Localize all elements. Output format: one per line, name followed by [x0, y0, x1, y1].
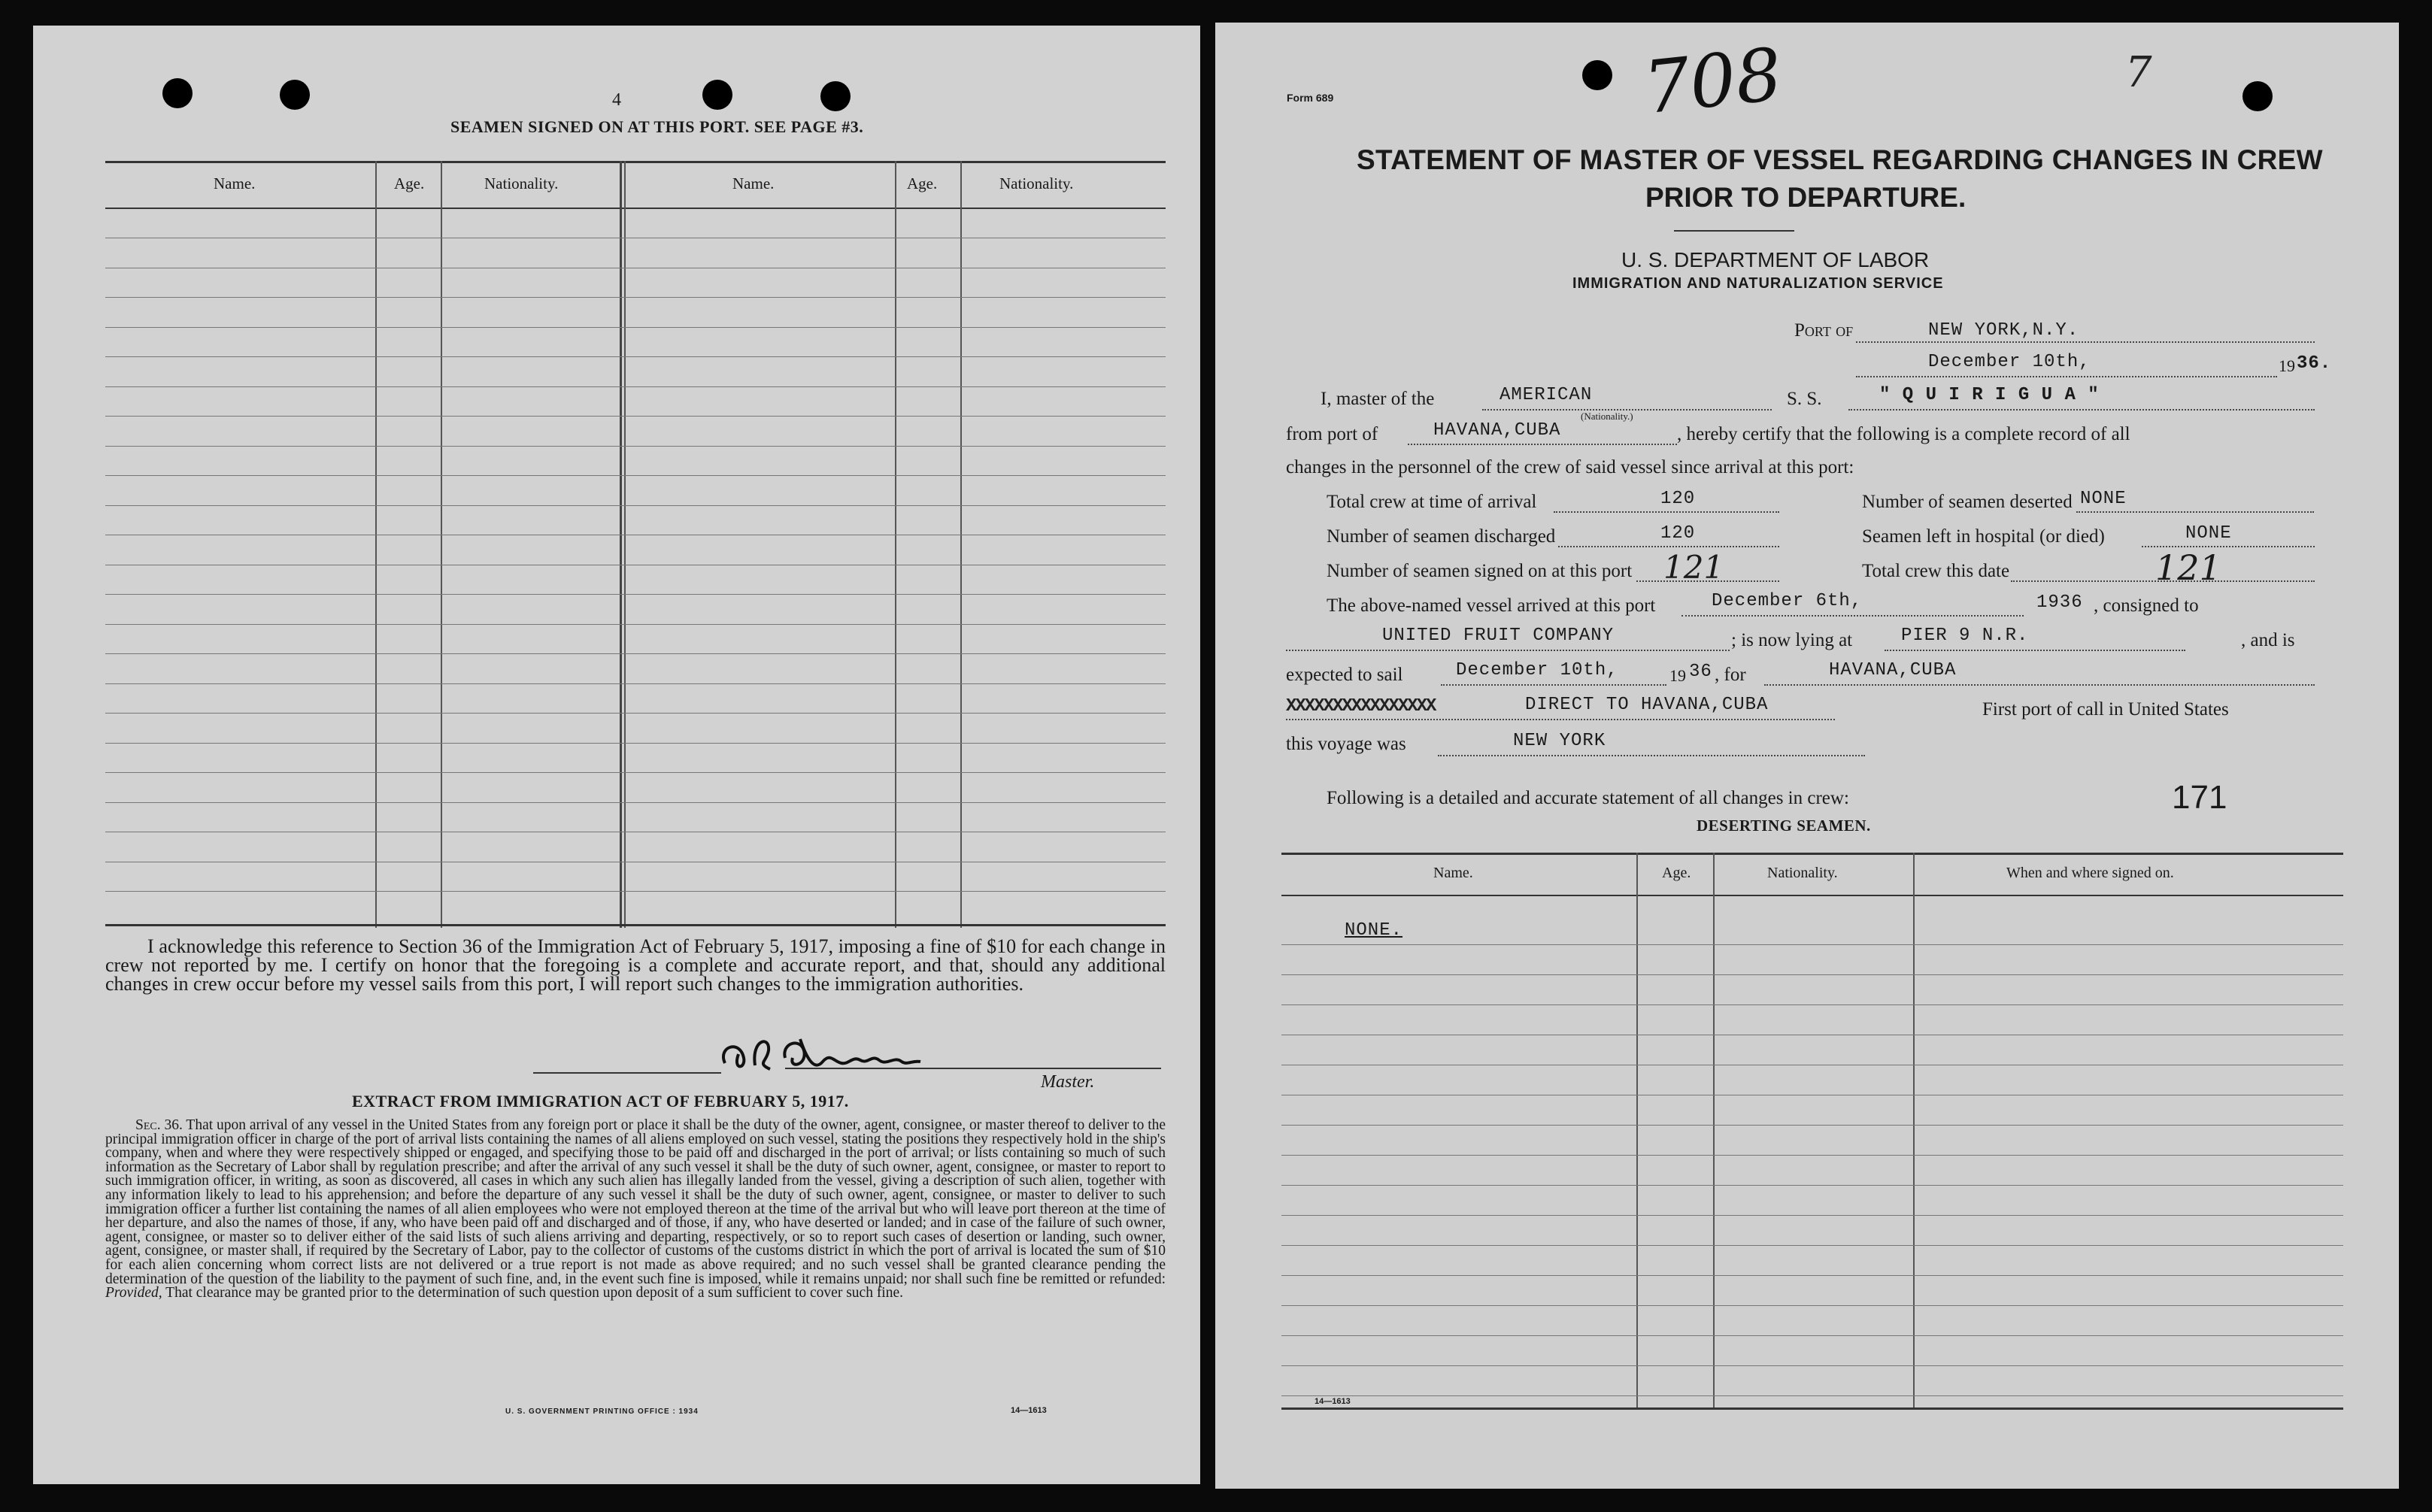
- port-value: NEW YORK,N.Y.: [1928, 320, 2079, 341]
- table-row-rule: [1281, 1185, 2343, 1186]
- col-header-nationality: Nationality.: [999, 174, 1074, 192]
- section-body: That upon arrival of any vessel in the United States from any foreign port or place it shall be the duty of the owner, agent, consignee, or master thereof to deliver to the principal immigration officer in charge of the port of arrival lists containing the names of all aliens employed on such vessel, stating the positions they respectively hold in the ship's company, when and where they were respectively shipped or engaged, and specifying those to be paid off and discharged in the port of arrival; or lists containing so much of such information as the Secretary of Labor shall by regulation prescribe; and after the arrival of any such vessel it shall be the duty of such owner, agent, consignee, or master to report to such immigration officer, in writing, as soon as discovered, all cases in which any such alien has illegally landed from the vessel, giving a description of such alien, together with any information likely to lead to his apprehension; and before the departure of any such vessel it shall be the duty of such owner, agent, consignee, or master to deliver to such immigration officer a further list containing the names of all alien employees who were not employed thereon at the time of the arrival but who will leave port thereon at the time of her departure, and also the names of those, if any, who have been paid off and discharged and of those, if any, who have deserted or landed; and in case of the failure of such owner, agent, consignee, or master so to deliver either of the said lists of such aliens arriving and departing, respectively, or so to report such cases of desertion or landing, such owner, agent, consignee, or master shall, if required by the Secretary of Labor, pay to the collector of customs of the customs district in which the port of arrival is located the sum of $10 for each alien concerning whom correct lists are not delivered or a true report is not made as above required; and no such vessel shall be granted clearance pending the determination of the question of the liability to the payment of such fine, and, in the event such fine is imposed, while it remains unpaid; nor shall such fine be remitted or refunded:: [105, 1117, 1166, 1287]
- table-row-rule: [1281, 1155, 2343, 1156]
- table-row-rule: [105, 416, 1166, 417]
- table-row-rule: [105, 713, 1166, 714]
- title-line-2: PRIOR TO DEPARTURE.: [1645, 182, 1967, 213]
- pier-value: PIER 9 N.R.: [1901, 626, 2029, 646]
- total-arrival-label: Total crew at time of arrival: [1327, 492, 1537, 512]
- table-row-rule: [1281, 1335, 2343, 1336]
- for-label: , for: [1715, 665, 1746, 685]
- arrived-line: [1681, 615, 2024, 617]
- total-arrival-value: 120: [1660, 489, 1696, 509]
- destination-value: HAVANA,CUBA: [1829, 660, 1957, 680]
- col-divider: [624, 161, 626, 928]
- deserted-line: [2076, 511, 2314, 513]
- sail-year-value: 36: [1689, 662, 1712, 682]
- signed-on-value: 121: [1663, 549, 1724, 586]
- table-row-rule: [105, 446, 1166, 447]
- master-label: Master.: [1041, 1072, 1095, 1092]
- discharged-value: 120: [1660, 523, 1696, 544]
- punch-hole: [2242, 81, 2273, 111]
- certify-text: , hereby certify that the following is a complete record of all: [1677, 424, 2130, 444]
- signature-line: [785, 1068, 1161, 1069]
- acknowledgment-text: I acknowledge this reference to Section 36 of the Immigration Act of February 5, 1917, imposing a fine of $10 for each change in crew not reported by me. I certify on honor that the foregoing is a complete and accurate report, and that, should any additional changes in crew occur before my vessel sails from this port, I will report such changes to the immigration authorities.: [105, 935, 1166, 995]
- provided-text: That clearance may be granted prior to the determination of such question upon deposit of a sum sufficient to cover such fine.: [165, 1285, 904, 1301]
- lying-label: ; is now lying at: [1731, 630, 1853, 650]
- deserting-table-bottom: [1281, 1407, 2343, 1410]
- table-row-rule: [105, 505, 1166, 506]
- punch-hole: [280, 80, 310, 110]
- from-port-value: HAVANA,CUBA: [1433, 420, 1561, 441]
- table-row-rule: [1281, 944, 2343, 945]
- voyage-label: this voyage was: [1286, 734, 1406, 754]
- table-row-rule: [1281, 1365, 2343, 1366]
- col-header-age: Age.: [1662, 865, 1691, 881]
- arrived-year: 1936: [2036, 592, 2083, 613]
- corner-mark: 7: [2125, 48, 2152, 97]
- signed-on-label: Number of seamen signed on at this port: [1327, 561, 1633, 581]
- year-value: 36.: [2297, 353, 2332, 374]
- punch-hole: [820, 81, 851, 111]
- sail-date-value: December 10th,: [1456, 660, 1618, 680]
- form-number: Form 689: [1287, 92, 1334, 104]
- form-code: 14—1613: [1011, 1406, 1047, 1415]
- col-divider: [375, 161, 377, 928]
- total-date-label: Total crew this date: [1862, 561, 2010, 581]
- ss-label: S. S.: [1787, 389, 1822, 409]
- table-row-rule: [105, 743, 1166, 744]
- first-port-label: First port of call in United States: [1982, 699, 2229, 720]
- extract-rule: [533, 1072, 721, 1074]
- col-header-name: Name.: [1433, 865, 1473, 881]
- table-row-rule: [105, 386, 1166, 387]
- col-header-nationality: Nationality.: [1767, 865, 1838, 881]
- handwritten-number: 708: [1639, 32, 1786, 131]
- master-signature: [710, 1017, 936, 1084]
- table-row-rule: [1281, 1305, 2343, 1306]
- changes-count: 171: [2172, 779, 2227, 816]
- deserting-heading: DESERTING SEAMEN.: [1697, 817, 1871, 835]
- table-row-rule: [105, 653, 1166, 654]
- hospital-value: NONE: [2185, 523, 2232, 544]
- pier-line: [1885, 650, 2185, 651]
- following-text: Following is a detailed and accurate statement of all changes in crew:: [1327, 788, 1849, 808]
- table-row-rule: [105, 624, 1166, 625]
- date-value: December 10th,: [1928, 352, 2091, 372]
- route-line: [1286, 719, 1835, 720]
- consigned-label: , consigned to: [2094, 595, 2199, 616]
- col-divider: [1636, 853, 1638, 1407]
- col-divider: [620, 161, 622, 928]
- table-row-rule: [105, 683, 1166, 684]
- deserted-label: Number of seamen deserted: [1862, 492, 2073, 512]
- form-code: 14—1613: [1315, 1397, 1351, 1406]
- punch-hole: [1582, 60, 1612, 90]
- table-row-rule: [1281, 1395, 2343, 1396]
- table-row-rule: [105, 594, 1166, 595]
- struck-text: XXXXXXXXXXXXXXXX: [1286, 696, 1436, 717]
- port-label: Port of: [1794, 320, 1854, 341]
- col-divider: [441, 161, 442, 928]
- first-entry: NONE.: [1345, 920, 1403, 941]
- sail-year-prefix: 19: [1669, 666, 1686, 685]
- service: IMMIGRATION AND NATURALIZATION SERVICE: [1572, 275, 1944, 292]
- col-header-age: Age.: [394, 174, 425, 192]
- table-bottom-rule: [105, 924, 1166, 926]
- changes-text: changes in the personnel of the crew of said vessel since arrival at this port:: [1286, 457, 1854, 477]
- from-port-line: [1408, 444, 1677, 445]
- and-is: , and is: [2241, 630, 2295, 650]
- section-label: Sec. 36.: [135, 1117, 183, 1133]
- vessel-line: [1848, 409, 2315, 411]
- col-header-age: Age.: [907, 174, 938, 192]
- arrived-value: December 6th,: [1712, 591, 1863, 611]
- col-divider: [1713, 853, 1715, 1407]
- discharged-line: [1558, 546, 1779, 547]
- section-36-text: [105, 1119, 1166, 1301]
- table-row-rule: [1281, 974, 2343, 975]
- table-top-rule: [105, 161, 1166, 163]
- printing-office: U. S. GOVERNMENT PRINTING OFFICE : 1934: [505, 1407, 699, 1416]
- discharged-label: Number of seamen discharged: [1327, 526, 1556, 547]
- total-arrival-line: [1554, 511, 1779, 513]
- table-row-rule: [1281, 1275, 2343, 1276]
- col-header-name: Name.: [732, 174, 775, 192]
- col-header-nationality: Nationality.: [484, 174, 559, 192]
- col-divider: [1913, 853, 1915, 1407]
- total-date-value: 121: [2155, 547, 2221, 588]
- left-page: [33, 26, 1200, 1484]
- department: U. S. DEPARTMENT OF LABOR: [1621, 248, 1930, 271]
- deserting-header-rule: [1281, 895, 2343, 896]
- vessel-value: " Q U I R I G U A ": [1879, 385, 2100, 405]
- header-rule: [105, 208, 1166, 209]
- first-port-value: NEW YORK: [1513, 731, 1606, 751]
- hospital-label: Seamen left in hospital (or died): [1862, 526, 2105, 547]
- port-line: [1856, 341, 2315, 343]
- table-row-rule: [105, 475, 1166, 476]
- col-divider: [960, 161, 962, 928]
- col-header-name: Name.: [214, 174, 256, 192]
- table-row-rule: [105, 772, 1166, 773]
- sail-date-line: [1441, 684, 1666, 686]
- destination-line: [1764, 684, 2315, 686]
- from-port-label: from port of: [1286, 424, 1378, 444]
- route-value: DIRECT TO HAVANA,CUBA: [1525, 695, 1769, 715]
- table-row-rule: [105, 891, 1166, 892]
- extract-title: EXTRACT FROM IMMIGRATION ACT OF FEBRUARY 5, 1917.: [352, 1092, 849, 1111]
- table-row-rule: [1281, 1245, 2343, 1246]
- nationality-value: AMERICAN: [1500, 385, 1593, 405]
- date-line: [1856, 376, 2277, 377]
- title-rule: [1674, 230, 1794, 232]
- deserted-value: NONE: [2080, 489, 2127, 509]
- table-row-rule: [105, 297, 1166, 298]
- consignee-value: UNITED FRUIT COMPANY: [1382, 626, 1615, 646]
- first-port-line: [1438, 755, 1865, 756]
- nationality-caption: (Nationality.): [1581, 411, 1633, 422]
- year-prefix: 19: [2279, 356, 2295, 375]
- table-row-rule: [105, 327, 1166, 328]
- right-page: [1215, 23, 2399, 1489]
- table-row-rule: [105, 802, 1166, 803]
- expected-label: expected to sail: [1286, 665, 1403, 685]
- provided-label: Provided,: [105, 1285, 162, 1301]
- consignee-line: [1286, 650, 1730, 651]
- col-header-when-where: When and where signed on.: [2006, 865, 2174, 881]
- punch-hole: [162, 78, 193, 108]
- page-number: 4: [612, 90, 621, 110]
- table-row-rule: [1281, 1004, 2343, 1005]
- table-row-rule: [1281, 1215, 2343, 1216]
- seamen-signed-header: SEAMEN SIGNED ON AT THIS PORT. SEE PAGE #3.: [450, 117, 864, 136]
- title-line-1: STATEMENT OF MASTER OF VESSEL REGARDING CHANGES IN CREW: [1357, 144, 2323, 175]
- master-of-label: I, master of the: [1321, 389, 1435, 409]
- deserting-table-top: [1281, 853, 2343, 855]
- col-divider: [895, 161, 896, 928]
- table-row-rule: [105, 356, 1166, 357]
- arrived-label: The above-named vessel arrived at this port: [1327, 595, 1656, 616]
- punch-hole: [702, 80, 732, 110]
- table-row-rule: [1281, 1125, 2343, 1126]
